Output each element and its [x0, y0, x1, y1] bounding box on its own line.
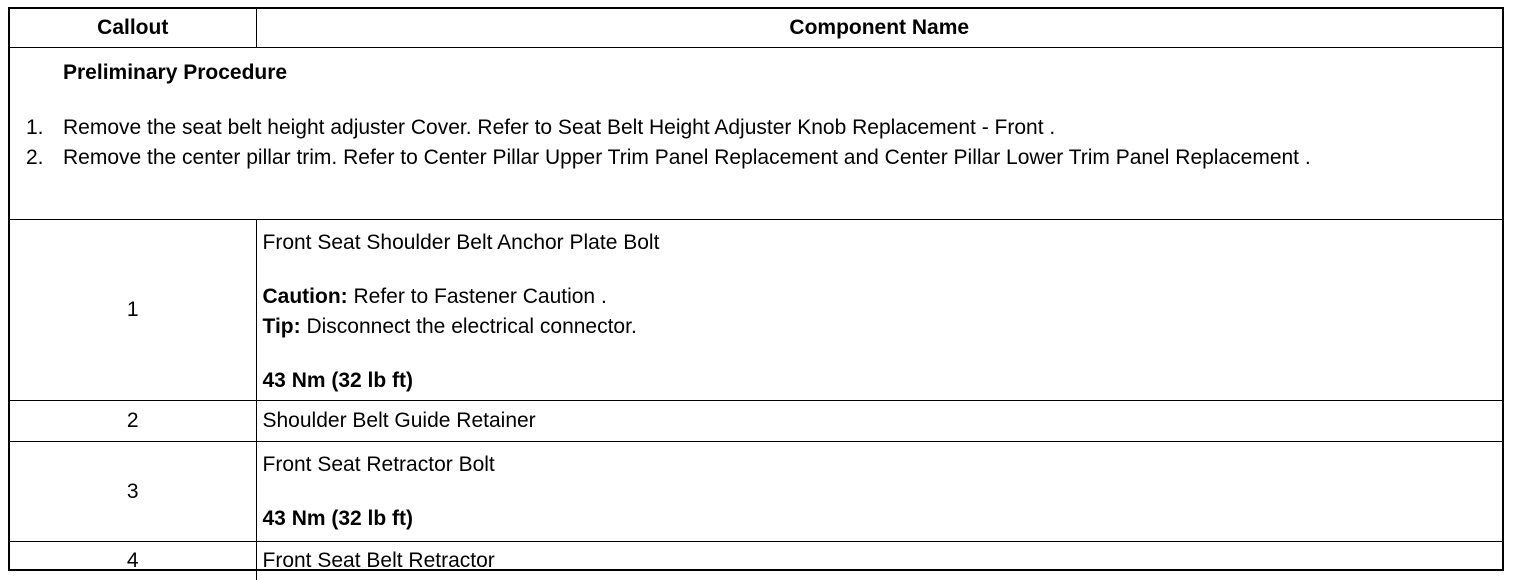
- torque-spec: 43 Nm (32 lb ft): [262, 369, 414, 392]
- component-name-column-header: Component Name: [256, 9, 1502, 48]
- callout-column-header: Callout: [10, 9, 256, 48]
- preliminary-procedure-title: Preliminary Procedure: [63, 61, 288, 84]
- torque-spec: 43 Nm (32 lb ft): [262, 507, 414, 530]
- component-table-container: [8, 7, 1504, 571]
- component-name: Front Seat Retractor Bolt: [262, 453, 495, 476]
- component-name: Front Seat Shoulder Belt Anchor Plate Bolt: [262, 231, 660, 254]
- component-name-cell: Front Seat Belt Retractor: [256, 542, 1502, 580]
- preliminary-procedure-row: [10, 48, 1502, 220]
- tip-label: Tip:: [262, 315, 301, 338]
- caution-note: [263, 282, 1503, 312]
- spacer: [263, 258, 1503, 282]
- preliminary-step: [10, 113, 1502, 143]
- step-text: Remove the seat belt height adjuster Cover. Refer to Seat Belt Height Adjuster Knob Replacement - Front .: [63, 116, 1056, 139]
- caution-text: Refer to Fastener Caution .: [347, 285, 607, 308]
- table-row: [10, 442, 1502, 542]
- table-row: [10, 542, 1502, 580]
- callout-cell: 4: [10, 542, 256, 580]
- spacer: [263, 342, 1503, 366]
- tip-note: [263, 312, 1503, 342]
- step-number: 2.: [26, 146, 44, 169]
- spacer: [263, 480, 1503, 504]
- header-row: [10, 9, 1502, 48]
- preliminary-step: [10, 143, 1502, 173]
- callout-cell: 1: [10, 220, 256, 401]
- caution-label: Caution:: [262, 285, 348, 308]
- preliminary-steps-list: [10, 113, 1502, 173]
- component-name-cell: [256, 220, 1502, 401]
- table-row: [10, 220, 1502, 401]
- callout-cell: 2: [10, 401, 256, 442]
- tip-text: Disconnect the electrical connector.: [300, 315, 637, 338]
- component-name-cell: [256, 442, 1502, 542]
- step-text: Remove the center pillar trim. Refer to Center Pillar Upper Trim Panel Replacement and Center Pillar Lower Trim Panel Replacement .: [63, 146, 1311, 169]
- component-table: [10, 9, 1502, 580]
- component-name-cell: Shoulder Belt Guide Retainer: [256, 401, 1502, 442]
- step-number: 1.: [26, 116, 44, 139]
- preliminary-procedure-cell: [10, 48, 1502, 220]
- table-row: [10, 401, 1502, 442]
- callout-cell: 3: [10, 442, 256, 542]
